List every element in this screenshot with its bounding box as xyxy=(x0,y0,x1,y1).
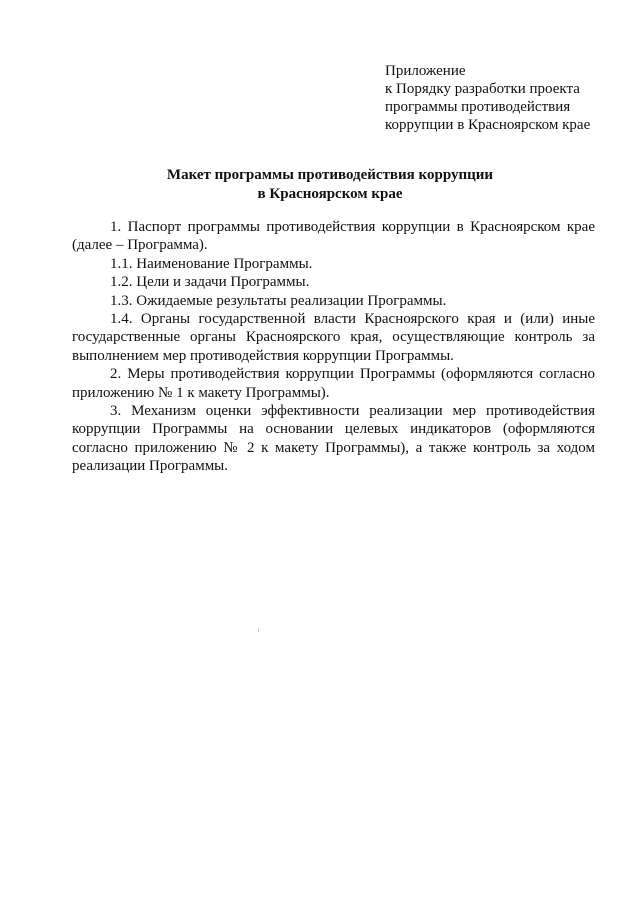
paragraph-results: 1.3. Ожидаемые результаты реализации Программы. xyxy=(110,292,447,309)
paragraph-measures: 2. Меры противодействия коррупции Программы (оформляются согласно приложению № 1 к макету Программы). xyxy=(72,366,595,401)
document-title xyxy=(60,166,600,204)
appendix-line: Приложение xyxy=(385,63,466,79)
title-line-1: Макет программы противодействия коррупции xyxy=(166,167,494,183)
title-line-2: в Красноярском крае xyxy=(257,186,403,202)
appendix-header xyxy=(385,62,615,134)
document-body xyxy=(72,218,595,476)
paragraph-authorities: 1.4. Органы государственной власти Красноярского края и (или) иные государственные органы Красноярского края, осуществляющие контроль за выполнением мер противодействия коррупции Программы. xyxy=(72,311,595,364)
appendix-line: программы противодействия xyxy=(385,99,571,115)
appendix-line: к Порядку разработки проекта xyxy=(385,81,580,97)
scan-artifact xyxy=(258,628,259,632)
paragraph-name: 1.1. Наименование Программы. xyxy=(110,255,313,272)
paragraph-goals: 1.2. Цели и задачи Программы. xyxy=(110,274,310,291)
paragraph-mechanism: 3. Механизм оценки эффективности реализации мер противодействия коррупции Программы на основании целевых индикаторов (оформляются согласно приложению № 2 к макету Программы), а также контроль за ходом реализации Программы. xyxy=(72,403,595,475)
paragraph-passport: 1. Паспорт программы противодействия коррупции в Красноярском крае (далее – Программа). xyxy=(72,219,595,254)
appendix-line: коррупции в Красноярском крае xyxy=(385,117,591,133)
